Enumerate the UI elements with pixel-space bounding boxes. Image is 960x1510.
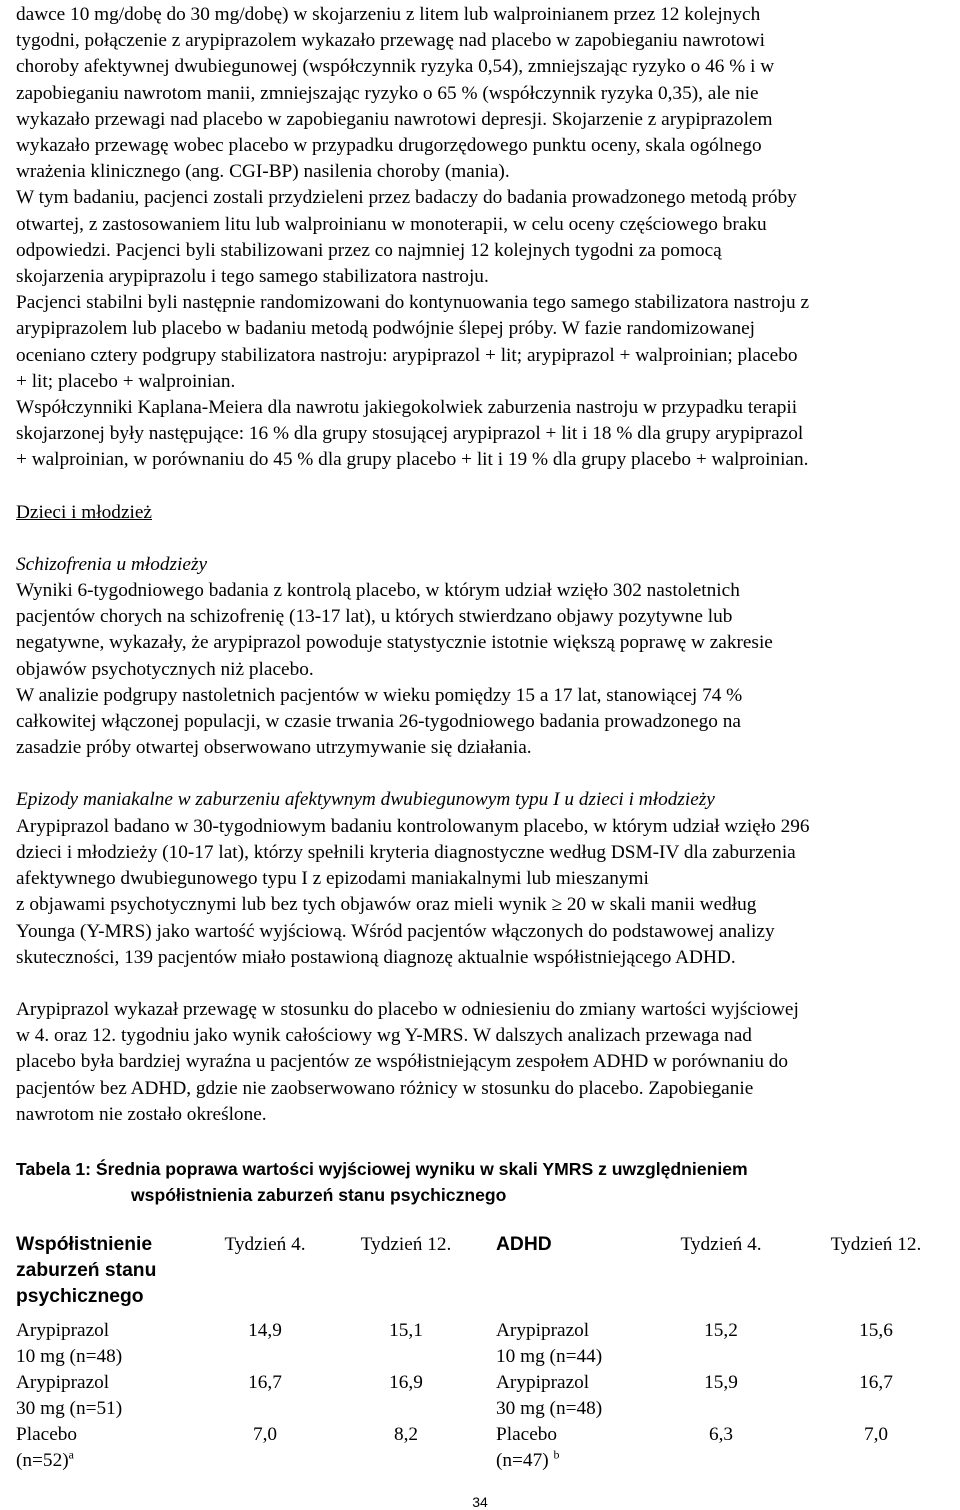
cell-line: 10 mg (n=48) xyxy=(16,1346,123,1367)
header-line: psychicznego xyxy=(16,1286,144,1307)
table-header-adhd-week4: Tydzień 4. xyxy=(680,1234,762,1255)
table-cell-value: 7,0 xyxy=(252,1424,278,1445)
text-line: nawrotom nie zostało określone. xyxy=(16,1103,267,1125)
table-cell-group xyxy=(16,1422,204,1474)
text-line: całkowitej włączonej populacji, w czasie trwania 26-tygodniowego badania prowadzonego na xyxy=(16,711,741,733)
text-line: pacjentów chorych na schizofrenię (13-17 lat), u których stwierdzano objawy pozytywne lub xyxy=(16,606,733,628)
table-cell-group xyxy=(16,1370,204,1422)
table-row xyxy=(16,1422,956,1474)
document-page xyxy=(16,2,956,1471)
text-line: + lit; placebo + walproinian. xyxy=(16,370,236,392)
text-line: wykazało przewagi nad placebo w zapobieganiu nawrotowi depresji. Skojarzenie z arypiprazolem xyxy=(16,108,773,130)
table-cell-group xyxy=(486,1318,646,1370)
table-header-adhd: ADHD xyxy=(496,1234,552,1255)
cell-line: Arypiprazol xyxy=(16,1320,110,1341)
header-line: zaburzeń stanu xyxy=(16,1260,157,1281)
cell-text: (n=47) xyxy=(496,1450,549,1471)
text-line: afektywnego dwubiegunowego typu I z epizodami maniakalnymi lub mieszanymi xyxy=(16,868,649,890)
table-row xyxy=(16,1370,956,1422)
section-heading: Dzieci i młodzież xyxy=(16,501,152,523)
table-cell-value: 16,7 xyxy=(859,1372,893,1393)
table-cell-value: 8,2 xyxy=(393,1424,419,1445)
text-line: Wyniki 6-tygodniowego badania z kontrolą placebo, w którym udział wzięło 302 nastoletnich xyxy=(16,580,740,602)
text-line: pacjentów bez ADHD, gdzie nie zaobserwowano różnicy w stosunku do placebo. Zapobieganie xyxy=(16,1077,754,1099)
table-header-week12: Tydzień 12. xyxy=(360,1234,452,1255)
text-line: choroby afektywnej dwubiegunowej (współczynnik ryzyka 0,54), zmniejszając ryzyko o 46 % i w xyxy=(16,56,775,78)
table-cell-value: 15,1 xyxy=(389,1320,423,1341)
table-cell-group xyxy=(486,1370,646,1422)
table-header-adhd-week12: Tydzień 12. xyxy=(830,1234,922,1255)
cell-line: 30 mg (n=48) xyxy=(496,1398,603,1419)
subsection-heading-mania: Epizody maniakalne w zaburzeniu afektywnym dwubiegunowym typu I u dzieci i młodzieży xyxy=(16,789,715,811)
text-line: otwartej, z zastosowaniem litu lub walproinianu w monoterapii, w celu oceny częściowego braku xyxy=(16,213,767,235)
cell-line: 10 mg (n=44) xyxy=(496,1346,603,1367)
cell-line: Placebo xyxy=(16,1424,78,1445)
text-line: skuteczności, 139 pacjentów miało postawioną diagnozę aktualnie współistniejącego ADHD. xyxy=(16,946,736,968)
cell-line: Arypiprazol xyxy=(16,1372,110,1393)
text-line: W tym badaniu, pacjenci zostali przydzieleni przez badaczy do badania prowadzonego metodą próby xyxy=(16,187,797,209)
cell-line: Arypiprazol xyxy=(496,1320,590,1341)
table-cell-value: 16,7 xyxy=(248,1372,282,1393)
table-cell-value: 15,2 xyxy=(704,1320,738,1341)
mania-paragraph-2 xyxy=(16,997,956,1128)
table-cell-value: 14,9 xyxy=(248,1320,282,1341)
text-line: z objawami psychotycznymi lub bez tych objawów oraz mieli wynik ≥ 20 w skali manii według xyxy=(16,894,757,916)
text-line: negatywne, wykazały, że arypiprazol powoduje statystycznie istotnie większą poprawę w zakresie xyxy=(16,632,773,654)
text-line: Arypiprazol badano w 30-tygodniowym badaniu kontrolowanym placebo, w którym udział wzięło 296 xyxy=(16,815,810,837)
table-cell-group xyxy=(16,1318,204,1370)
page-number: 34 xyxy=(472,1494,488,1510)
text-line: dzieci i młodzieży (10-17 lat), którzy spełnili kryteria diagnostyczne według DSM-IV dla zaburzenia xyxy=(16,841,796,863)
text-line: Arypiprazol wykazał przewagę w stosunku do placebo w odniesieniu do zmiany wartości wyjściowej xyxy=(16,998,799,1020)
text-line: + walproinian, w porównaniu do 45 % dla grupy placebo + lit i 19 % dla grupy placebo + walproinian. xyxy=(16,449,809,471)
text-line: wykazało przewagę wobec placebo w przypadku drugorzędowego punktu oceny, skala ogólnego xyxy=(16,135,762,157)
text-line: odpowiedzi. Pacjenci byli stabilizowani przez co najmniej 12 kolejnych tygodni za pomocą xyxy=(16,239,722,261)
text-line: oceniano cztery podgrupy stabilizatora nastroju: arypiprazol + lit; arypiprazol + walproinian; placebo xyxy=(16,344,798,366)
text-line: w 4. oraz 12. tygodniu jako wynik całościowy wg Y-MRS. W dalszych analizach przewaga nad xyxy=(16,1025,752,1047)
table-title xyxy=(16,1156,956,1208)
table-header-week4: Tydzień 4. xyxy=(224,1234,306,1255)
footnote-marker: a xyxy=(68,1447,74,1462)
table-cell-value: 15,6 xyxy=(859,1320,893,1341)
table-header-comorbidity xyxy=(16,1232,204,1318)
text-line: Younga (Y-MRS) jako wartość wyjściową. Wśród pacjentów włączonych do podstawowej analizy xyxy=(16,920,775,942)
text-line: wrażenia klinicznego (ang. CGI-BP) nasilenia choroby (mania). xyxy=(16,161,510,183)
table-title-line: Tabela 1: Średnia poprawa wartości wyjściowej wyniku w skali YMRS z uwzględnieniem xyxy=(16,1158,748,1179)
cell-text: (n=52) xyxy=(16,1450,69,1471)
header-line: Współistnienie xyxy=(16,1234,153,1255)
cell-line: 30 mg (n=51) xyxy=(16,1398,123,1419)
text-line: arypiprazolem lub placebo w badaniu metodą podwójnie ślepej próby. W fazie randomizowanej xyxy=(16,318,756,340)
ymrs-table xyxy=(16,1232,956,1474)
text-line: tygodni, połączenie z arypiprazolem wykazało przewagę nad placebo w zapobieganiu nawrotowi xyxy=(16,30,765,52)
footnote-marker: b xyxy=(553,1447,560,1462)
cell-line xyxy=(496,1448,646,1474)
text-line: zapobieganiu nawrotom manii, zmniejszając ryzyko o 65 % (współczynnik ryzyka 0,35), ale nie xyxy=(16,82,759,104)
subsection-heading-schizophrenia: Schizofrenia u młodzieży xyxy=(16,553,208,575)
mania-paragraph-1 xyxy=(16,814,956,971)
table-header-row xyxy=(16,1232,956,1318)
cell-line: Placebo xyxy=(496,1424,558,1445)
cell-line xyxy=(16,1448,204,1474)
table-title-line: współistnienia zaburzeń stanu psychicznego xyxy=(131,1184,507,1205)
table-cell-value: 7,0 xyxy=(863,1424,889,1445)
text-line: W analizie podgrupy nastoletnich pacjentów w wieku pomiędzy 15 a 17 lat, stanowiącej 74 % xyxy=(16,684,743,706)
text-line: Pacjenci stabilni byli następnie randomizowani do kontynuowania tego samego stabilizatora nastroju z xyxy=(16,292,809,314)
text-line: placebo była bardziej wyraźna u pacjentów ze współistniejącym zespołem ADHD w porównaniu do xyxy=(16,1051,789,1073)
text-line: skojarzonej były następujące: 16 % dla grupy stosującej arypiprazol + lit i 18 % dla grupy arypiprazol xyxy=(16,423,804,445)
intro-paragraphs xyxy=(16,2,956,474)
table-cell-value: 15,9 xyxy=(704,1372,738,1393)
text-line: zasadzie próby otwartej obserwowano utrzymywanie się działania. xyxy=(16,737,532,759)
text-line: objawów psychotycznych niż placebo. xyxy=(16,658,314,680)
schizophrenia-paragraphs xyxy=(16,578,956,761)
table-cell-value: 16,9 xyxy=(389,1372,423,1393)
table-row xyxy=(16,1318,956,1370)
text-line: dawce 10 mg/dobę do 30 mg/dobę) w skojarzeniu z litem lub walproinianem przez 12 kolejnych xyxy=(16,4,761,25)
table-cell-group xyxy=(486,1422,646,1474)
text-line: Współczynniki Kaplana-Meiera dla nawrotu jakiegokolwiek zaburzenia nastroju w przypadku terapii xyxy=(16,397,798,419)
cell-line: Arypiprazol xyxy=(496,1372,590,1393)
text-line: skojarzenia arypiprazolu i tego samego stabilizatora nastroju. xyxy=(16,266,489,288)
table-cell-value: 6,3 xyxy=(708,1424,734,1445)
